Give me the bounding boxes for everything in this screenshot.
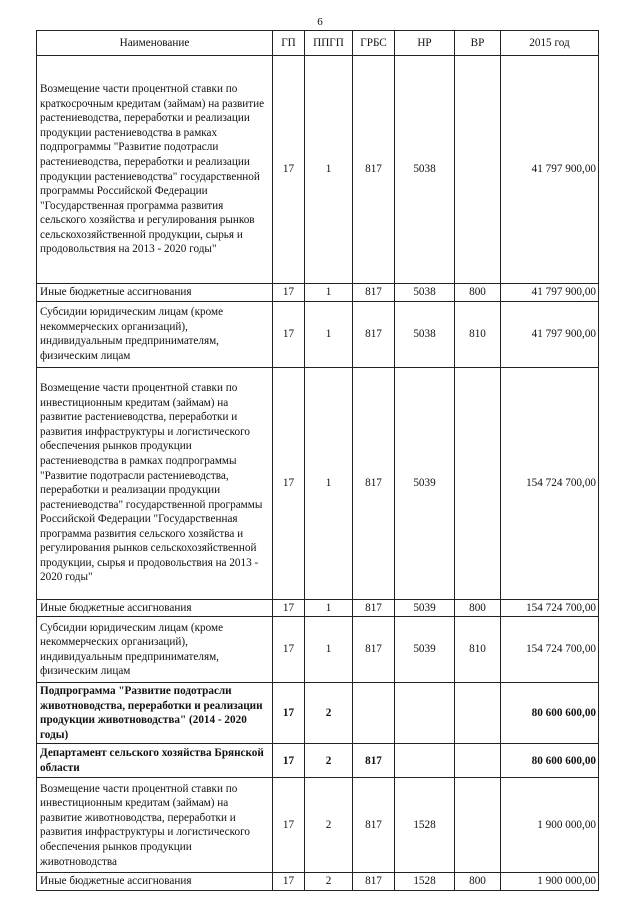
cell-vr	[455, 683, 501, 744]
cell-vr	[455, 778, 501, 873]
cell-vr	[455, 56, 501, 284]
cell-sum: 154 724 700,00	[501, 367, 599, 599]
table-row	[37, 744, 599, 778]
cell-vr: 800	[455, 284, 501, 302]
cell-grbs: 817	[353, 56, 395, 284]
cell-ppgp: 1	[305, 301, 353, 367]
table-row	[37, 599, 599, 617]
cell-grbs: 817	[353, 873, 395, 891]
cell-np: 5039	[395, 599, 455, 617]
cell-ppgp: 2	[305, 873, 353, 891]
cell-grbs: 817	[353, 599, 395, 617]
cell-gp: 17	[273, 56, 305, 284]
cell-grbs: 817	[353, 284, 395, 302]
cell-grbs: 817	[353, 778, 395, 873]
header-name: Наименование	[37, 31, 273, 56]
cell-np: 5039	[395, 367, 455, 599]
table-row	[37, 367, 599, 599]
cell-name: Иные бюджетные ассигнования	[37, 873, 273, 891]
cell-ppgp: 2	[305, 778, 353, 873]
cell-name: Возмещение части процентной ставки по инвестиционным кредитам (займам) на развитие животноводства, переработки и развития инфраструктуры и логистического обеспечения рынков продукции животноводства	[37, 778, 273, 873]
header-sum: 2015 год	[501, 31, 599, 56]
header-gp: ГП	[273, 31, 305, 56]
table-row	[37, 301, 599, 367]
cell-sum: 80 600 600,00	[501, 744, 599, 778]
cell-np	[395, 744, 455, 778]
header-vr: ВР	[455, 31, 501, 56]
table-row	[37, 778, 599, 873]
cell-gp: 17	[273, 778, 305, 873]
cell-np: 1528	[395, 873, 455, 891]
cell-name: Возмещение части процентной ставки по краткосрочным кредитам (займам) на развитие растениеводства, переработки и реализации продукции растениеводства в рамках подпрограммы "Развитие подотрасли растениеводства, переработки и реализации продукции растениеводства" государственной программы Российской Федерации "Государственная программа развития сельского хозяйства и регулирования рынков сельскохозяйственной продукции, сырья и продовольствия на 2013 - 2020 годы"	[37, 56, 273, 284]
cell-sum: 154 724 700,00	[501, 617, 599, 683]
cell-np: 5038	[395, 301, 455, 367]
cell-vr	[455, 367, 501, 599]
table-row	[37, 617, 599, 683]
cell-np: 5038	[395, 284, 455, 302]
table-row	[37, 873, 599, 891]
cell-np: 5039	[395, 617, 455, 683]
cell-name: Возмещение части процентной ставки по инвестиционным кредитам (займам) на развитие растениеводства, переработки и развития инфраструктуры и логистического обеспечения рынков продукции растениеводства в рамках подпрограммы "Развитие подотрасли растениеводства, переработки и реализации продукции растениеводства" государственной программы Российской Федерации "Государственная программа развития сельского хозяйства и регулирования рынков сельскохозяйственной продукции, сырья и продовольствия на 2013 - 2020 годы"	[37, 367, 273, 599]
header-grbs: ГРБС	[353, 31, 395, 56]
cell-sum: 80 600 600,00	[501, 683, 599, 744]
cell-ppgp: 1	[305, 599, 353, 617]
cell-gp: 17	[273, 617, 305, 683]
header-ppgp: ППГП	[305, 31, 353, 56]
table-row	[37, 284, 599, 302]
cell-vr	[455, 744, 501, 778]
cell-grbs: 817	[353, 617, 395, 683]
table-row	[37, 56, 599, 284]
budget-table	[36, 30, 599, 891]
cell-sum: 41 797 900,00	[501, 301, 599, 367]
table-header-row	[37, 31, 599, 56]
cell-np	[395, 683, 455, 744]
page-number: 6	[317, 16, 323, 28]
cell-vr: 800	[455, 599, 501, 617]
cell-gp: 17	[273, 284, 305, 302]
cell-grbs: 817	[353, 301, 395, 367]
cell-gp: 17	[273, 301, 305, 367]
cell-sum: 41 797 900,00	[501, 284, 599, 302]
header-np: НР	[395, 31, 455, 56]
cell-gp: 17	[273, 599, 305, 617]
cell-name: Субсидии юридическим лицам (кроме некоммерческих организаций), индивидуальным предпринимателям, физическим лицам	[37, 301, 273, 367]
cell-vr: 810	[455, 617, 501, 683]
cell-np: 5038	[395, 56, 455, 284]
cell-gp: 17	[273, 367, 305, 599]
table-row	[37, 683, 599, 744]
cell-gp: 17	[273, 683, 305, 744]
cell-grbs: 817	[353, 367, 395, 599]
cell-vr: 810	[455, 301, 501, 367]
cell-gp: 17	[273, 744, 305, 778]
cell-grbs	[353, 683, 395, 744]
cell-gp: 17	[273, 873, 305, 891]
cell-name: Иные бюджетные ассигнования	[37, 599, 273, 617]
cell-name: Иные бюджетные ассигнования	[37, 284, 273, 302]
cell-ppgp: 1	[305, 284, 353, 302]
cell-sum: 1 900 000,00	[501, 778, 599, 873]
cell-name: Субсидии юридическим лицам (кроме некоммерческих организаций), индивидуальным предпринимателям, физическим лицам	[37, 617, 273, 683]
cell-ppgp: 2	[305, 744, 353, 778]
cell-name: Департамент сельского хозяйства Брянской области	[37, 744, 273, 778]
cell-grbs: 817	[353, 744, 395, 778]
cell-name: Подпрограмма "Развитие подотрасли животноводства, переработки и реализации продукции животноводства" (2014 - 2020 годы)	[37, 683, 273, 744]
cell-sum: 41 797 900,00	[501, 56, 599, 284]
cell-ppgp: 1	[305, 56, 353, 284]
cell-ppgp: 2	[305, 683, 353, 744]
cell-np: 1528	[395, 778, 455, 873]
cell-ppgp: 1	[305, 367, 353, 599]
cell-sum: 154 724 700,00	[501, 599, 599, 617]
cell-vr: 800	[455, 873, 501, 891]
cell-ppgp: 1	[305, 617, 353, 683]
cell-sum: 1 900 000,00	[501, 873, 599, 891]
